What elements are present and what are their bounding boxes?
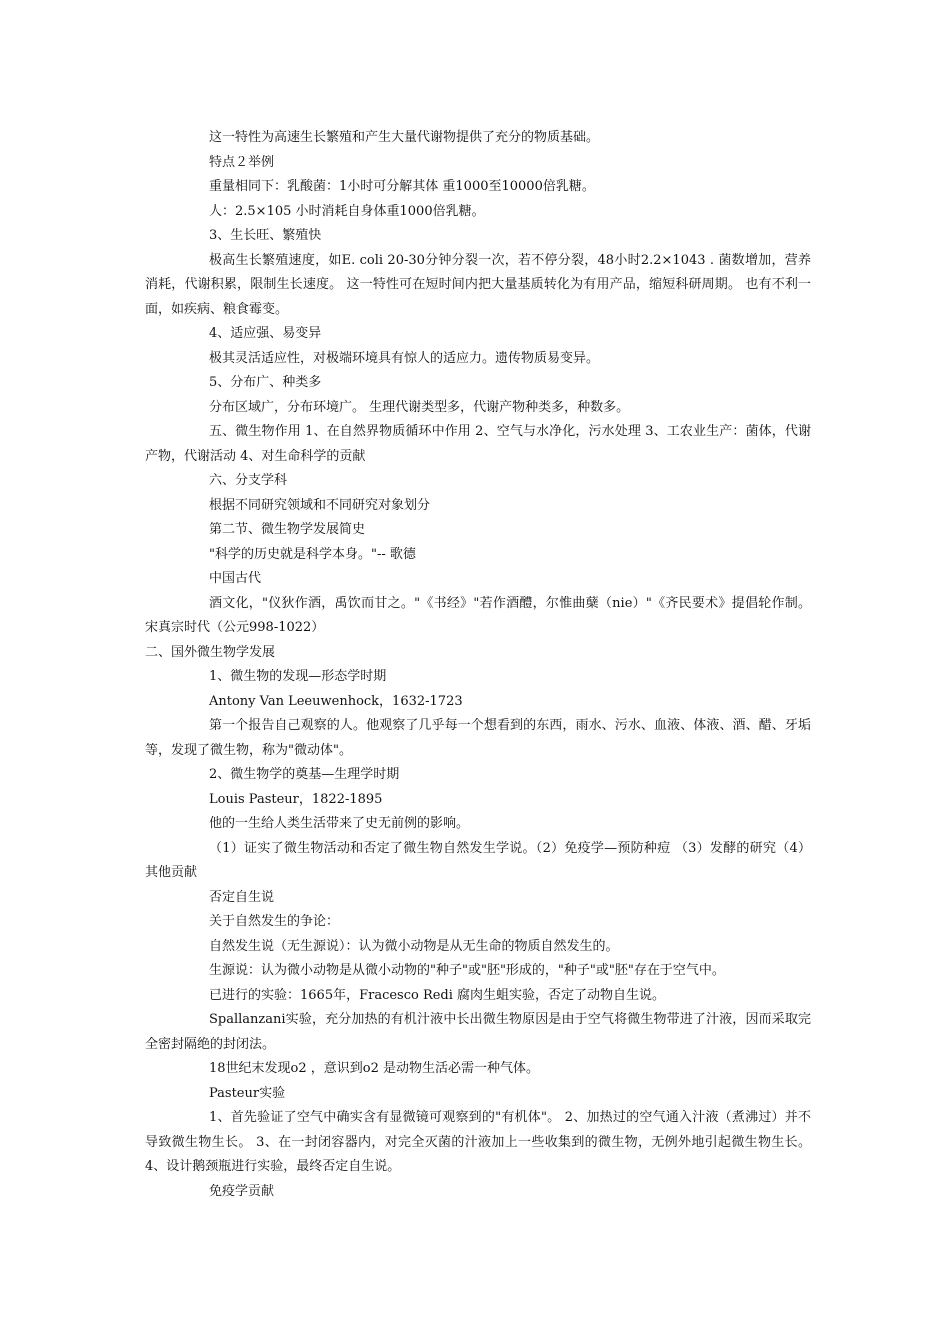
paragraph: 18世纪末发现o2 ，意识到o2 是动物生活必需一种气体。 (209, 1061, 540, 1076)
paragraph: 极其灵活适应性，对极端环境具有惊人的适应力。遗传物质易变异。 (209, 350, 600, 366)
subheading: 2、微生物学的奠基—生理学时期 (209, 767, 400, 782)
paragraph: 他的一生给人类生活带来了史无前例的影响。 (209, 816, 470, 831)
subheading: 3、生长旺、繁殖快 (209, 228, 322, 243)
subheading: 六、分支学科 (209, 473, 288, 488)
paragraph: 自然发生说（无生源说）：认为微小动物是从无生命的物质自然发生的。 (209, 938, 619, 954)
paragraph: 极高生长繁殖速度，如E. coli 20-30分钟分裂一次，若不停分裂，48小时2.2×1043 . 菌数增加，营养消耗，代谢积累，限制生长速度。 这一特性可在短时间内把大量基质转化为有用产品，缩短科研周期。 也有不利一面，如疾病、粮食霉变。 (145, 252, 811, 317)
paragraph: （1）证实了微生物活动和否定了微生物自然发生学说。（2）免疫学—预防种痘 （3）发酵的研究（4）其他贡献 (145, 840, 811, 880)
paragraph: 第一个报告自己观察的人。他观察了几乎每一个想看到的东西，雨水、污水、血液、体液、酒、醋、牙垢等，发现了微生物，称为"微动体"。 (145, 718, 811, 758)
subheading: 否定自生说 (209, 889, 275, 905)
document-body (145, 126, 811, 1204)
subheading: 1、微生物的发现—形态学时期 (209, 669, 387, 684)
paragraph: 人：2.5×105 小时消耗自身体重1000倍乳糖。 (209, 203, 485, 219)
quote: "科学的历史就是科学本身。"-- 歌德 (209, 546, 416, 562)
paragraph: 这一特性为高速生长繁殖和产生大量代谢物提供了充分的物质基础。 (209, 130, 600, 145)
paragraph: 生源说：认为微小动物是从微小动物的"种子"或"胚"形成的，"种子"或"胚"存在于空气中。 (209, 963, 725, 978)
paragraph: 1、首先验证了空气中确实含有显微镜可观察到的"有机体"。 2、加热过的空气通入汁液（煮沸过）并不导致微生物生长。 3、在一封闭容器内，对完全灭菌的汁液加上一些收集到的微生物，无例外地引起微生物生长。 4、设计鹅颈瓶进行实验，最终否定自生说。 (145, 1110, 811, 1174)
paragraph: 已进行的实验：1665年，Fracesco Redi 腐肉生蛆实验，否定了动物自生说。 (209, 987, 666, 1003)
subheading: 特点２举例 (209, 154, 275, 170)
subheading: 5、分布广、种类多 (209, 375, 322, 390)
section-heading: 第二节、微生物学发展简史 (209, 522, 366, 537)
paragraph: 酒文化，"仪狄作酒，禹饮而甘之。"《书经》"若作酒醴，尔惟曲蘖（nie）"《齐民要术》提倡轮作制。 宋真宗时代（公元998-1022） (145, 595, 811, 635)
paragraph: Louis Pasteur，1822-1895 (209, 791, 383, 807)
subheading: 免疫学贡献 (209, 1183, 275, 1199)
section-heading: 二、国外微生物学发展 (145, 644, 276, 660)
paragraph: 重量相同下：乳酸菌：1小时可分解其体 重1000至10000倍乳糖。 (209, 179, 595, 194)
paragraph: Antony Van Leeuwenhock，1632-1723 (209, 693, 463, 709)
paragraph: 关于自然发生的争论： (209, 914, 340, 929)
subheading: 4、适应强、易变异 (209, 326, 322, 341)
paragraph: Spallanzani实验，充分加热的有机汁液中长出微生物原因是由于空气将微生物带进了汁液，因而采取完全密封隔绝的封闭法。 (145, 1012, 811, 1052)
paragraph: 分布区域广，分布环境广。 生理代谢类型多，代谢产物种类多，种数多。 (209, 399, 630, 415)
subheading: Pasteur实验 (209, 1085, 286, 1101)
paragraph: 根据不同研究领域和不同研究对象划分 (209, 497, 431, 513)
subheading: 中国古代 (209, 571, 262, 586)
paragraph: 五、微生物作用 1、在自然界物质循环中作用 2、空气与水净化，污水处理 3、工农业生产：菌体，代谢产物，代谢活动 4、对生命科学的贡献 (145, 424, 811, 464)
